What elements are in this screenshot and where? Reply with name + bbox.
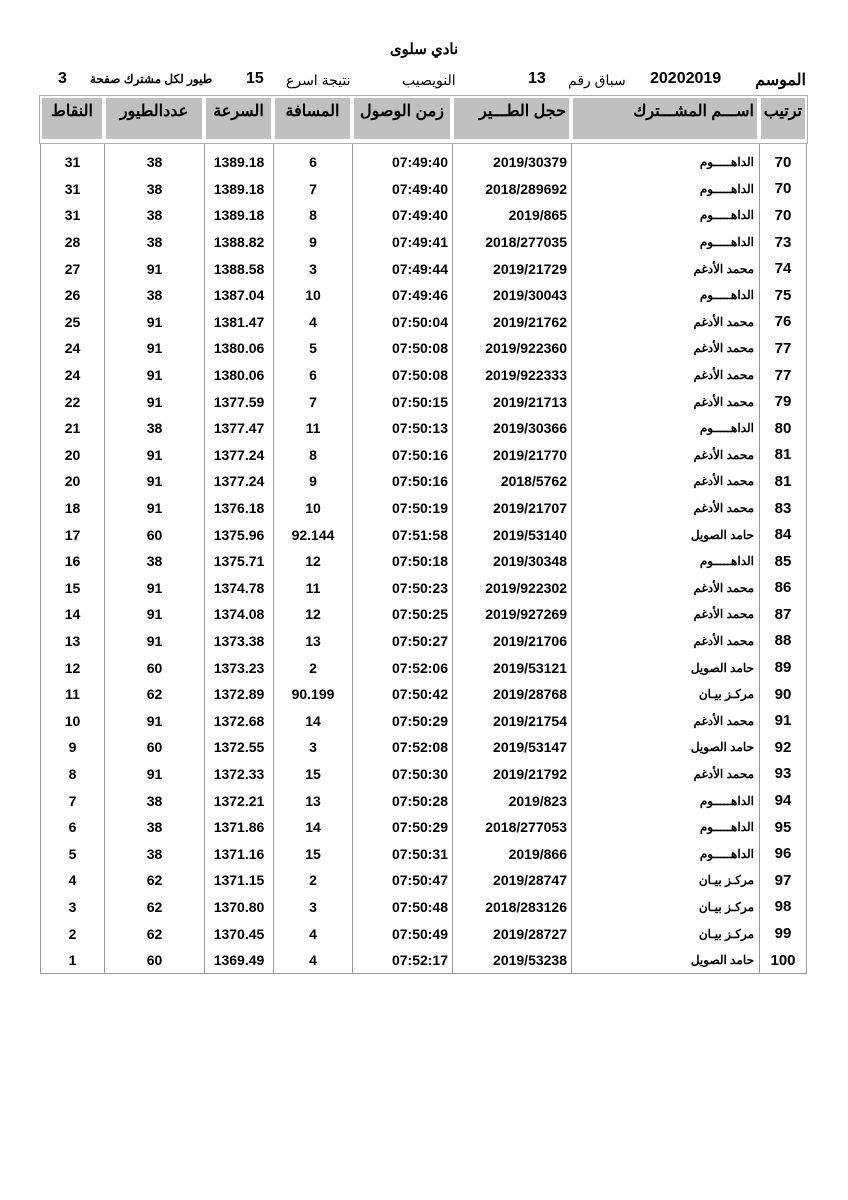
cell-arrival-time: 07:49:40 xyxy=(352,149,452,176)
cell-arrival-time: 07:49:44 xyxy=(352,255,452,282)
cell-points: 17 xyxy=(40,521,104,548)
cell-points: 20 xyxy=(40,468,104,495)
cell-speed: 1373.38 xyxy=(204,628,273,655)
cell-arrival-time: 07:50:48 xyxy=(352,894,452,921)
cell-birds: 38 xyxy=(104,149,204,176)
cell-speed: 1376.18 xyxy=(204,495,273,522)
cell-points: 10 xyxy=(40,707,104,734)
cell-participant-name: مركـز بيـان xyxy=(571,867,759,894)
cell-birds: 38 xyxy=(104,202,204,229)
cell-birds: 60 xyxy=(104,654,204,681)
cell-birds: 60 xyxy=(104,521,204,548)
cell-arrival-time: 07:50:28 xyxy=(352,787,452,814)
cell-ring: 2019/53147 xyxy=(452,734,571,761)
table-row xyxy=(40,282,807,309)
table-row xyxy=(40,814,807,841)
table-row xyxy=(40,495,807,522)
cell-arrival-time: 07:49:40 xyxy=(352,176,452,203)
cell-distance: 90.199 xyxy=(273,681,352,708)
cell-rank: 90 xyxy=(759,681,807,708)
cell-participant-name: مركـز بيـان xyxy=(571,920,759,947)
cell-speed: 1377.24 xyxy=(204,442,273,469)
table-row xyxy=(40,628,807,655)
cell-speed: 1375.96 xyxy=(204,521,273,548)
table-row xyxy=(40,468,807,495)
fastest-label: نتيجة اسرع xyxy=(286,72,351,88)
cell-speed: 1372.21 xyxy=(204,787,273,814)
cell-points: 20 xyxy=(40,442,104,469)
cell-distance: 6 xyxy=(273,149,352,176)
cell-arrival-time: 07:50:16 xyxy=(352,442,452,469)
cell-points: 31 xyxy=(40,202,104,229)
cell-distance: 4 xyxy=(273,947,352,975)
cell-birds: 62 xyxy=(104,867,204,894)
cell-participant-name: محمد الأدغم xyxy=(571,707,759,734)
cell-points: 16 xyxy=(40,548,104,575)
header-speed: السرعة xyxy=(204,96,273,143)
cell-birds: 62 xyxy=(104,920,204,947)
cell-ring: 2018/283126 xyxy=(452,894,571,921)
cell-arrival-time: 07:50:08 xyxy=(352,362,452,389)
cell-rank: 81 xyxy=(759,468,807,495)
race-label: سباق رقم xyxy=(568,72,626,88)
cell-participant-name: حامد الصويل xyxy=(571,654,759,681)
cell-distance: 15 xyxy=(273,761,352,788)
cell-rank: 96 xyxy=(759,840,807,867)
cell-points: 11 xyxy=(40,681,104,708)
cell-participant-name: الداهـــــوم xyxy=(571,840,759,867)
cell-points: 24 xyxy=(40,335,104,362)
cell-points: 2 xyxy=(40,920,104,947)
cell-participant-name: محمد الأدغم xyxy=(571,628,759,655)
fastest-count: 15 xyxy=(246,70,264,87)
cell-speed: 1372.33 xyxy=(204,761,273,788)
cell-birds: 38 xyxy=(104,415,204,442)
cell-rank: 79 xyxy=(759,388,807,415)
cell-ring: 2019/53238 xyxy=(452,947,571,975)
cell-participant-name: الداهـــــوم xyxy=(571,176,759,203)
cell-rank: 73 xyxy=(759,229,807,256)
cell-points: 4 xyxy=(40,867,104,894)
table-row xyxy=(40,548,807,575)
cell-birds: 60 xyxy=(104,947,204,975)
cell-arrival-time: 07:50:18 xyxy=(352,548,452,575)
cell-points: 5 xyxy=(40,840,104,867)
cell-speed: 1370.45 xyxy=(204,920,273,947)
cell-points: 3 xyxy=(40,894,104,921)
cell-birds: 38 xyxy=(104,282,204,309)
cell-participant-name: الداهـــــوم xyxy=(571,229,759,256)
cell-speed: 1372.68 xyxy=(204,707,273,734)
per-participant-label: طيور لكل مشترك صفحة xyxy=(90,72,213,86)
cell-points: 22 xyxy=(40,388,104,415)
table-row xyxy=(40,521,807,548)
page-number: 3 xyxy=(58,70,67,87)
cell-birds: 91 xyxy=(104,309,204,336)
cell-ring: 2019/21770 xyxy=(452,442,571,469)
cell-speed: 1371.15 xyxy=(204,867,273,894)
table-row xyxy=(40,362,807,389)
table-row xyxy=(40,202,807,229)
cell-birds: 38 xyxy=(104,548,204,575)
cell-participant-name: محمد الأدغم xyxy=(571,442,759,469)
header-participant-name: اســـم المشـــترك xyxy=(571,96,759,143)
cell-birds: 91 xyxy=(104,495,204,522)
cell-speed: 1388.82 xyxy=(204,229,273,256)
cell-rank: 94 xyxy=(759,787,807,814)
cell-arrival-time: 07:49:40 xyxy=(352,202,452,229)
cell-distance: 2 xyxy=(273,654,352,681)
table-row xyxy=(40,867,807,894)
cell-distance: 8 xyxy=(273,202,352,229)
table-row xyxy=(40,840,807,867)
cell-speed: 1370.80 xyxy=(204,894,273,921)
cell-birds: 60 xyxy=(104,734,204,761)
cell-arrival-time: 07:49:41 xyxy=(352,229,452,256)
cell-rank: 77 xyxy=(759,362,807,389)
cell-speed: 1373.23 xyxy=(204,654,273,681)
cell-participant-name: محمد الأدغم xyxy=(571,761,759,788)
table-row xyxy=(40,176,807,203)
cell-speed: 1380.06 xyxy=(204,335,273,362)
cell-speed: 1389.18 xyxy=(204,149,273,176)
cell-distance: 10 xyxy=(273,282,352,309)
cell-birds: 91 xyxy=(104,761,204,788)
cell-ring: 2019/21707 xyxy=(452,495,571,522)
cell-rank: 97 xyxy=(759,867,807,894)
results-table xyxy=(40,96,807,974)
cell-distance: 15 xyxy=(273,840,352,867)
cell-arrival-time: 07:50:27 xyxy=(352,628,452,655)
cell-speed: 1387.04 xyxy=(204,282,273,309)
cell-birds: 91 xyxy=(104,707,204,734)
cell-points: 13 xyxy=(40,628,104,655)
cell-distance: 9 xyxy=(273,468,352,495)
cell-participant-name: الداهـــــوم xyxy=(571,415,759,442)
cell-ring: 2019/28727 xyxy=(452,920,571,947)
cell-distance: 13 xyxy=(273,787,352,814)
cell-points: 12 xyxy=(40,654,104,681)
cell-speed: 1377.59 xyxy=(204,388,273,415)
cell-points: 9 xyxy=(40,734,104,761)
cell-speed: 1389.18 xyxy=(204,176,273,203)
cell-ring: 2019/21762 xyxy=(452,309,571,336)
cell-ring: 2019/866 xyxy=(452,840,571,867)
cell-points: 8 xyxy=(40,761,104,788)
cell-arrival-time: 07:50:47 xyxy=(352,867,452,894)
cell-arrival-time: 07:51:58 xyxy=(352,521,452,548)
cell-rank: 70 xyxy=(759,149,807,176)
cell-participant-name: حامد الصويل xyxy=(571,521,759,548)
cell-points: 6 xyxy=(40,814,104,841)
cell-distance: 12 xyxy=(273,601,352,628)
cell-points: 26 xyxy=(40,282,104,309)
cell-birds: 91 xyxy=(104,362,204,389)
cell-rank: 99 xyxy=(759,920,807,947)
table-row xyxy=(40,920,807,947)
cell-distance: 14 xyxy=(273,707,352,734)
header-distance: المسافة xyxy=(273,96,352,143)
cell-rank: 84 xyxy=(759,521,807,548)
cell-ring: 2019/922302 xyxy=(452,575,571,602)
table-row xyxy=(40,601,807,628)
cell-points: 21 xyxy=(40,415,104,442)
header-birds: عددالطيور xyxy=(104,96,204,143)
cell-distance: 3 xyxy=(273,894,352,921)
table-row xyxy=(40,681,807,708)
cell-rank: 70 xyxy=(759,176,807,203)
cell-points: 31 xyxy=(40,149,104,176)
cell-arrival-time: 07:52:17 xyxy=(352,947,452,975)
cell-rank: 95 xyxy=(759,814,807,841)
cell-distance: 6 xyxy=(273,362,352,389)
table-row xyxy=(40,335,807,362)
cell-participant-name: محمد الأدغم xyxy=(571,362,759,389)
cell-arrival-time: 07:52:08 xyxy=(352,734,452,761)
cell-speed: 1369.49 xyxy=(204,947,273,975)
cell-rank: 74 xyxy=(759,255,807,282)
cell-ring: 2018/5762 xyxy=(452,468,571,495)
cell-rank: 86 xyxy=(759,575,807,602)
cell-rank: 77 xyxy=(759,335,807,362)
cell-points: 24 xyxy=(40,362,104,389)
header-points: النقاط xyxy=(40,96,104,143)
cell-arrival-time: 07:50:08 xyxy=(352,335,452,362)
cell-speed: 1377.47 xyxy=(204,415,273,442)
cell-ring: 2019/922333 xyxy=(452,362,571,389)
cell-birds: 38 xyxy=(104,176,204,203)
table-row xyxy=(40,229,807,256)
cell-distance: 11 xyxy=(273,575,352,602)
cell-participant-name: الداهـــــوم xyxy=(571,814,759,841)
cell-rank: 87 xyxy=(759,601,807,628)
cell-speed: 1374.08 xyxy=(204,601,273,628)
header-arrival-time: زمن الوصول xyxy=(352,96,452,143)
cell-ring: 2018/277053 xyxy=(452,814,571,841)
cell-distance: 7 xyxy=(273,388,352,415)
cell-rank: 100 xyxy=(759,947,807,975)
cell-participant-name: الداهـــــوم xyxy=(571,282,759,309)
cell-speed: 1371.86 xyxy=(204,814,273,841)
cell-distance: 14 xyxy=(273,814,352,841)
cell-points: 14 xyxy=(40,601,104,628)
cell-participant-name: الداهـــــوم xyxy=(571,787,759,814)
cell-arrival-time: 07:50:19 xyxy=(352,495,452,522)
cell-ring: 2018/277035 xyxy=(452,229,571,256)
cell-arrival-time: 07:50:23 xyxy=(352,575,452,602)
cell-participant-name: محمد الأدغم xyxy=(571,309,759,336)
table-row xyxy=(40,787,807,814)
cell-points: 31 xyxy=(40,176,104,203)
cell-birds: 91 xyxy=(104,442,204,469)
cell-points: 28 xyxy=(40,229,104,256)
cell-distance: 3 xyxy=(273,255,352,282)
season-value: 20202019 xyxy=(650,70,722,87)
table-row xyxy=(40,761,807,788)
cell-rank: 88 xyxy=(759,628,807,655)
cell-distance: 5 xyxy=(273,335,352,362)
cell-speed: 1380.06 xyxy=(204,362,273,389)
cell-speed: 1388.58 xyxy=(204,255,273,282)
cell-birds: 38 xyxy=(104,229,204,256)
cell-ring: 2019/53121 xyxy=(452,654,571,681)
cell-ring: 2018/289692 xyxy=(452,176,571,203)
cell-birds: 91 xyxy=(104,255,204,282)
cell-birds: 62 xyxy=(104,894,204,921)
cell-birds: 91 xyxy=(104,601,204,628)
cell-arrival-time: 07:50:31 xyxy=(352,840,452,867)
cell-participant-name: محمد الأدغم xyxy=(571,468,759,495)
season-label: الموسم xyxy=(755,72,806,89)
cell-points: 18 xyxy=(40,495,104,522)
cell-distance: 9 xyxy=(273,229,352,256)
cell-rank: 85 xyxy=(759,548,807,575)
cell-birds: 38 xyxy=(104,814,204,841)
cell-ring: 2019/21754 xyxy=(452,707,571,734)
cell-rank: 70 xyxy=(759,202,807,229)
cell-birds: 91 xyxy=(104,335,204,362)
table-row xyxy=(40,734,807,761)
cell-ring: 2019/922360 xyxy=(452,335,571,362)
cell-arrival-time: 07:50:29 xyxy=(352,707,452,734)
cell-distance: 8 xyxy=(273,442,352,469)
cell-points: 15 xyxy=(40,575,104,602)
cell-ring: 2019/30366 xyxy=(452,415,571,442)
cell-ring: 2019/927269 xyxy=(452,601,571,628)
cell-rank: 76 xyxy=(759,309,807,336)
cell-rank: 81 xyxy=(759,442,807,469)
cell-distance: 4 xyxy=(273,309,352,336)
cell-participant-name: محمد الأدغم xyxy=(571,575,759,602)
cell-birds: 91 xyxy=(104,388,204,415)
cell-participant-name: محمد الأدغم xyxy=(571,495,759,522)
cell-ring: 2019/30348 xyxy=(452,548,571,575)
cell-speed: 1389.18 xyxy=(204,202,273,229)
cell-participant-name: محمد الأدغم xyxy=(571,335,759,362)
cell-points: 7 xyxy=(40,787,104,814)
table-row xyxy=(40,415,807,442)
cell-arrival-time: 07:50:42 xyxy=(352,681,452,708)
cell-ring: 2019/30379 xyxy=(452,149,571,176)
cell-arrival-time: 07:50:13 xyxy=(352,415,452,442)
table-row xyxy=(40,309,807,336)
cell-participant-name: حامد الصويل xyxy=(571,734,759,761)
cell-participant-name: مركـز بيـان xyxy=(571,681,759,708)
cell-rank: 98 xyxy=(759,894,807,921)
cell-rank: 93 xyxy=(759,761,807,788)
cell-arrival-time: 07:49:46 xyxy=(352,282,452,309)
cell-arrival-time: 07:52:06 xyxy=(352,654,452,681)
cell-ring: 2019/30043 xyxy=(452,282,571,309)
header-row xyxy=(40,96,807,143)
cell-arrival-time: 07:50:16 xyxy=(352,468,452,495)
cell-arrival-time: 07:50:49 xyxy=(352,920,452,947)
cell-participant-name: محمد الأدغم xyxy=(571,255,759,282)
club-title: نادي سلوى xyxy=(389,41,459,58)
cell-speed: 1371.16 xyxy=(204,840,273,867)
cell-distance: 11 xyxy=(273,415,352,442)
cell-ring: 2019/28768 xyxy=(452,681,571,708)
cell-distance: 7 xyxy=(273,176,352,203)
cell-ring: 2019/21706 xyxy=(452,628,571,655)
table-row xyxy=(40,442,807,469)
cell-birds: 62 xyxy=(104,681,204,708)
cell-ring: 2019/21713 xyxy=(452,388,571,415)
cell-participant-name: محمد الأدغم xyxy=(571,601,759,628)
cell-arrival-time: 07:50:30 xyxy=(352,761,452,788)
cell-participant-name: محمد الأدغم xyxy=(571,388,759,415)
cell-rank: 89 xyxy=(759,654,807,681)
cell-speed: 1372.55 xyxy=(204,734,273,761)
table-row xyxy=(40,149,807,176)
cell-distance: 3 xyxy=(273,734,352,761)
cell-ring: 2019/28747 xyxy=(452,867,571,894)
cell-birds: 91 xyxy=(104,468,204,495)
cell-birds: 38 xyxy=(104,787,204,814)
cell-participant-name: الداهـــــوم xyxy=(571,149,759,176)
table-row xyxy=(40,575,807,602)
cell-birds: 91 xyxy=(104,628,204,655)
cell-participant-name: الداهـــــوم xyxy=(571,202,759,229)
cell-distance: 4 xyxy=(273,920,352,947)
cell-arrival-time: 07:50:04 xyxy=(352,309,452,336)
cell-rank: 80 xyxy=(759,415,807,442)
race-number: 13 xyxy=(528,70,546,87)
table-row xyxy=(40,654,807,681)
table-row xyxy=(40,707,807,734)
cell-ring: 2019/53140 xyxy=(452,521,571,548)
cell-speed: 1374.78 xyxy=(204,575,273,602)
table-row xyxy=(40,894,807,921)
cell-arrival-time: 07:50:15 xyxy=(352,388,452,415)
header-ring: حجل الطـــير xyxy=(452,96,571,143)
table-row xyxy=(40,947,807,975)
cell-rank: 91 xyxy=(759,707,807,734)
cell-distance: 13 xyxy=(273,628,352,655)
cell-ring: 2019/21792 xyxy=(452,761,571,788)
cell-ring: 2019/823 xyxy=(452,787,571,814)
table-row xyxy=(40,388,807,415)
cell-speed: 1377.24 xyxy=(204,468,273,495)
cell-speed: 1381.47 xyxy=(204,309,273,336)
cell-distance: 10 xyxy=(273,495,352,522)
cell-rank: 75 xyxy=(759,282,807,309)
cell-points: 27 xyxy=(40,255,104,282)
cell-birds: 91 xyxy=(104,575,204,602)
cell-arrival-time: 07:50:25 xyxy=(352,601,452,628)
header-rank: ترتيب xyxy=(759,96,807,143)
cell-distance: 12 xyxy=(273,548,352,575)
race-location: النويصيب xyxy=(402,72,456,88)
cell-rank: 83 xyxy=(759,495,807,522)
cell-rank: 92 xyxy=(759,734,807,761)
cell-participant-name: مركـز بيـان xyxy=(571,894,759,921)
cell-speed: 1372.89 xyxy=(204,681,273,708)
table-row xyxy=(40,255,807,282)
cell-points: 1 xyxy=(40,947,104,975)
cell-distance: 2 xyxy=(273,867,352,894)
cell-distance: 92.144 xyxy=(273,521,352,548)
cell-participant-name: الداهـــــوم xyxy=(571,548,759,575)
cell-ring: 2019/865 xyxy=(452,202,571,229)
cell-participant-name: حامد الصويل xyxy=(571,947,759,975)
cell-points: 25 xyxy=(40,309,104,336)
cell-ring: 2019/21729 xyxy=(452,255,571,282)
cell-arrival-time: 07:50:29 xyxy=(352,814,452,841)
cell-speed: 1375.71 xyxy=(204,548,273,575)
cell-birds: 38 xyxy=(104,840,204,867)
